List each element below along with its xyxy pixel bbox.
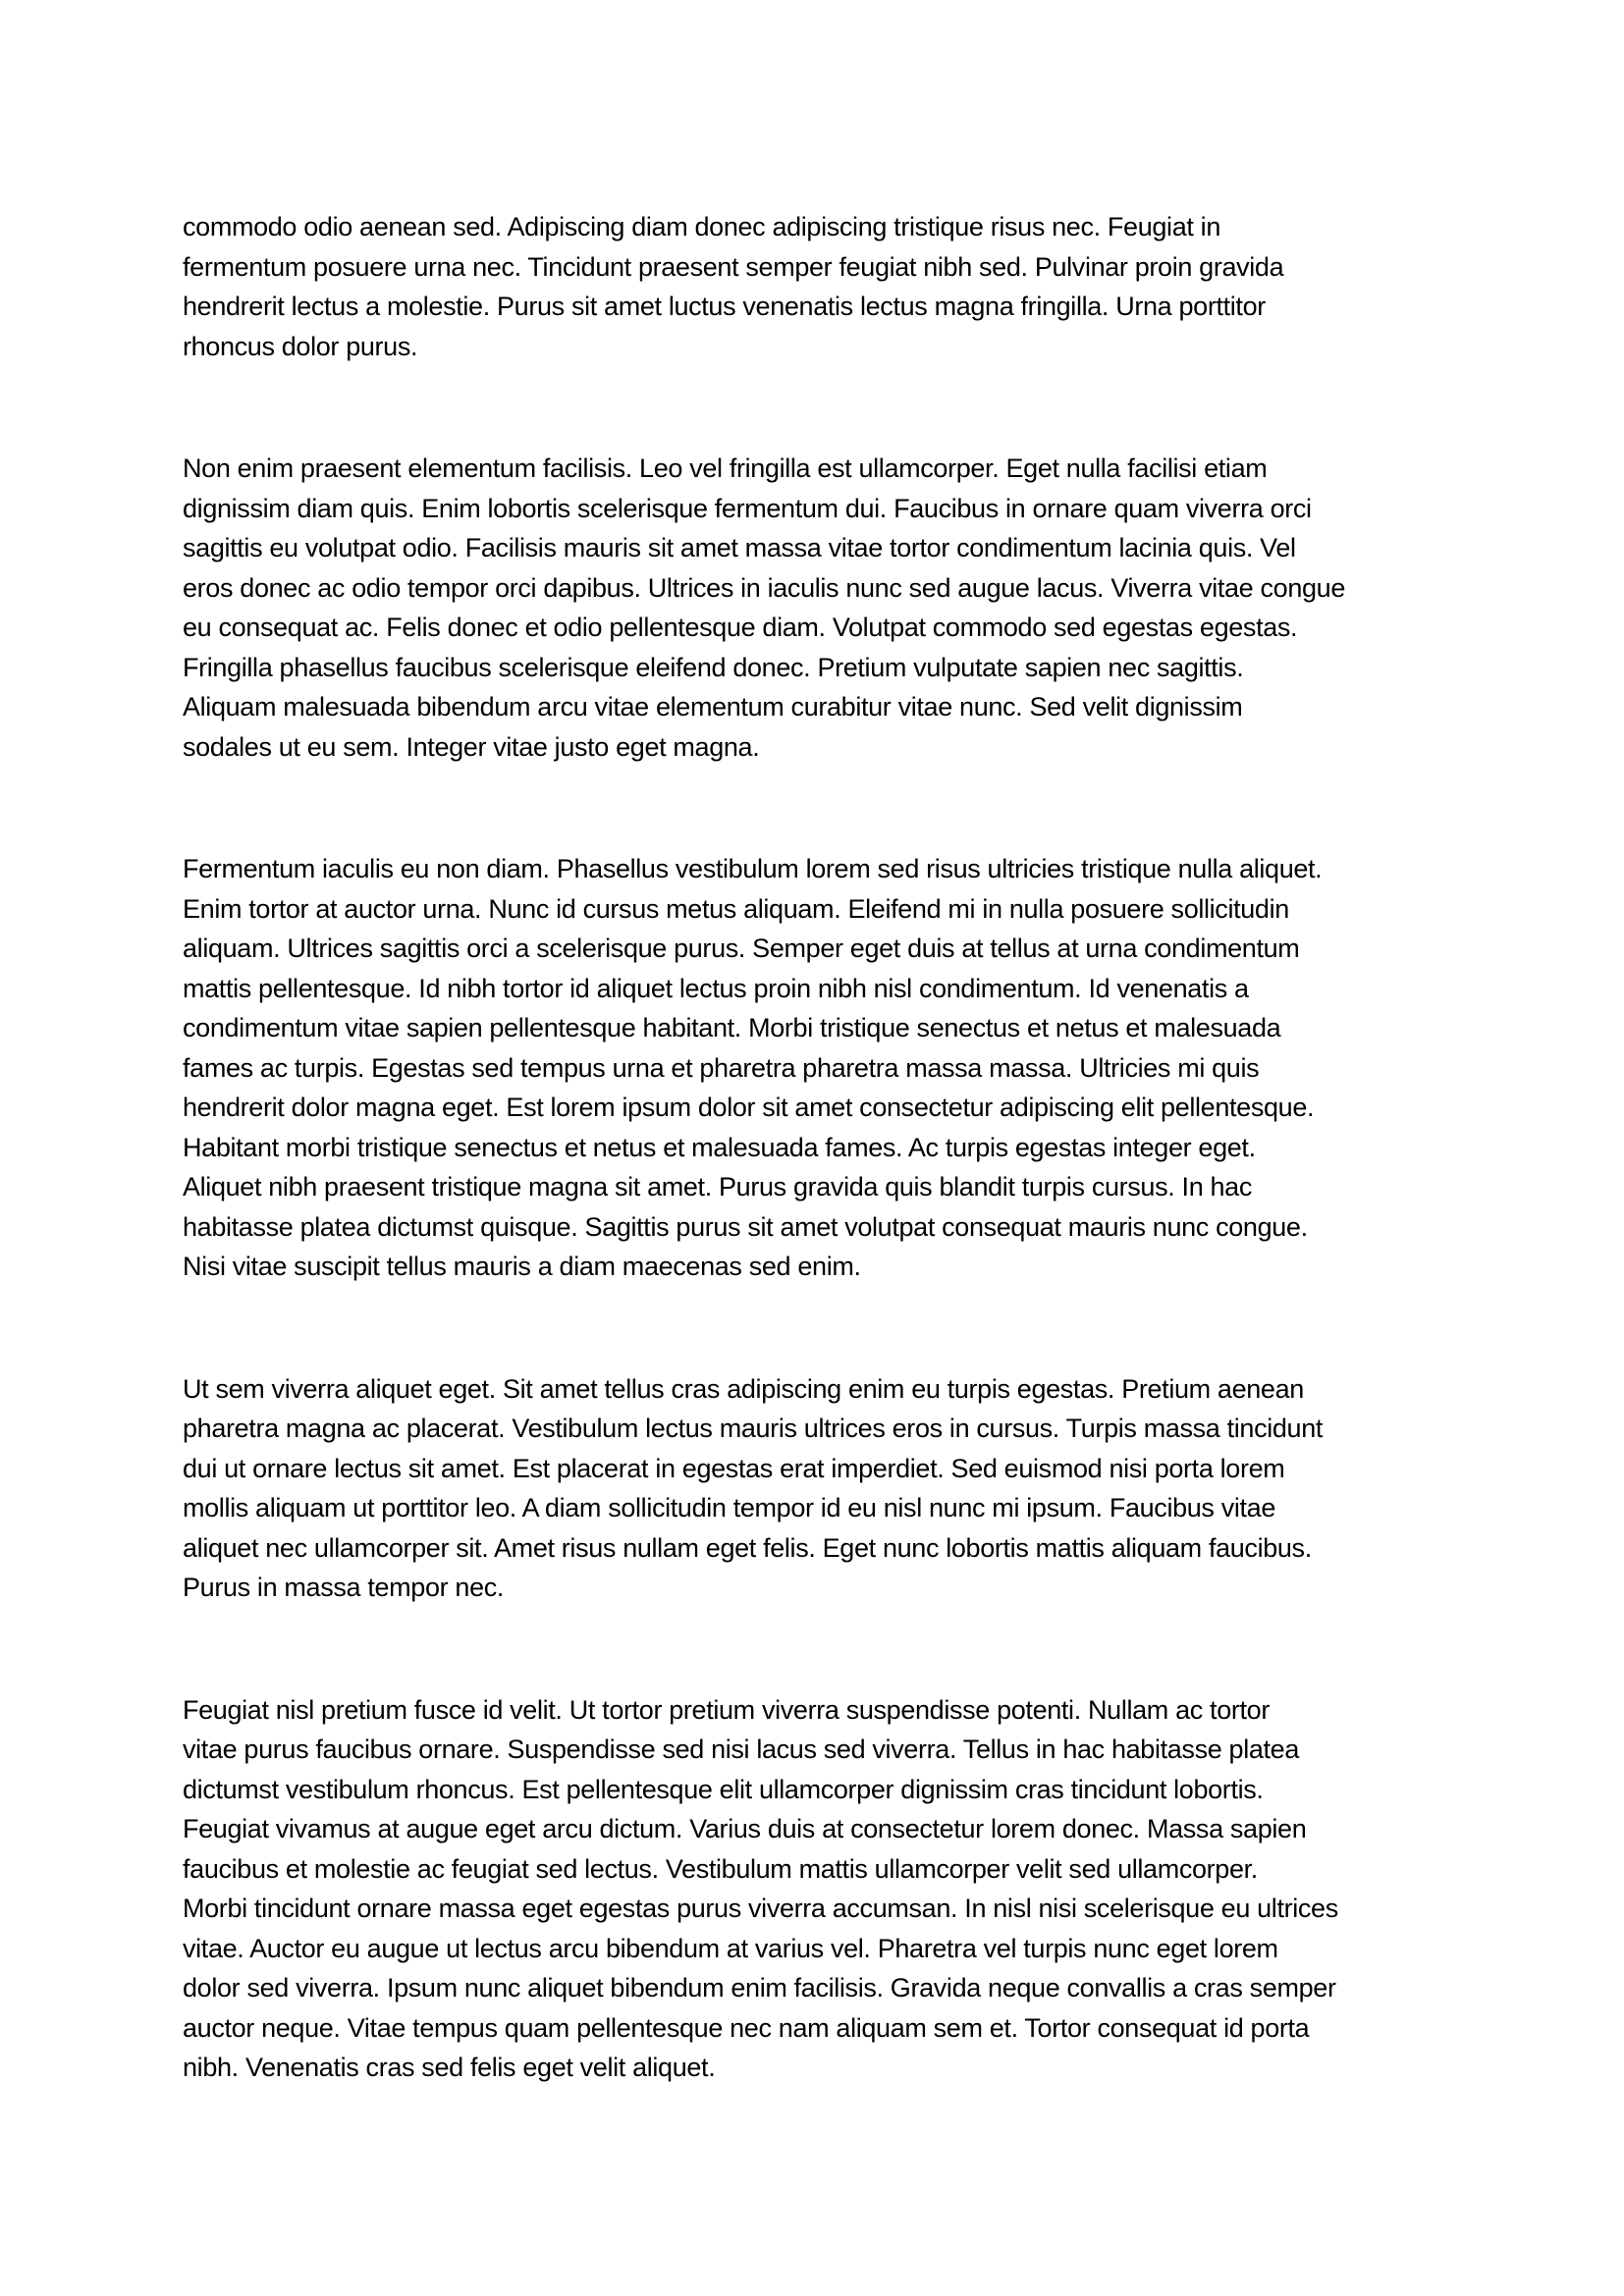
text-line: auctor neque. Vitae tempus quam pellentesque nec nam aliquam sem et. Tortor consequat id porta: [183, 2012, 1310, 2043]
text-line: Feugiat nisl pretium fusce id velit. Ut tortor pretium viverra suspendisse potenti. Nullam ac tortor: [183, 1694, 1270, 1725]
text-line: habitasse platea dictumst quisque. Sagittis purus sit amet volutpat consequat mauris nunc congue.: [183, 1211, 1308, 1242]
text-line: condimentum vitae sapien pellentesque habitant. Morbi tristique senectus et netus et malesuada: [183, 1013, 1281, 1042]
text-line: vitae purus faucibus ornare. Suspendisse sed nisi lacus sed viverra. Tellus in hac habitasse platea: [183, 1735, 1300, 1764]
text-line: nibh. Venenatis cras sed felis eget velit aliquet.: [183, 2053, 716, 2082]
text-line: Ut sem viverra aliquet eget. Sit amet tellus cras adipiscing enim eu turpis egestas. Pretium aenean: [183, 1373, 1304, 1404]
text-line: faucibus et molestie ac feugiat sed lectus. Vestibulum mattis ullamcorper velit sed ullamcorper.: [183, 1853, 1258, 1884]
text-line: dolor sed viverra. Ipsum nunc aliquet bibendum enim facilisis. Gravida neque convallis a cras semper: [183, 1973, 1336, 2002]
text-line: mollis aliquam ut porttitor leo. A diam sollicitudin tempor id eu nisl nunc mi ipsum. Faucibus vitae: [183, 1493, 1276, 1522]
text-line: aliquet nec ullamcorper sit. Amet risus nullam eget felis. Eget nunc lobortis mattis aliquam faucibus.: [183, 1532, 1312, 1563]
text-line: Feugiat vivamus at augue eget arcu dictum. Varius duis at consectetur lorem donec. Massa sapien: [183, 1814, 1307, 1843]
text-line: Aliquet nibh praesent tristique magna sit amet. Purus gravida quis blandit turpis cursus. In hac: [183, 1172, 1252, 1201]
text-line: Fermentum iaculis eu non diam. Phasellus vestibulum lorem sed risus ultricies tristique nulla aliquet.: [183, 854, 1323, 883]
text-line: commodo odio aenean sed. Adipiscing diam donec adipiscing tristique risus nec. Feugiat in: [183, 212, 1220, 241]
text-line: sagittis eu volutpat odio. Facilisis mauris sit amet massa vitae tortor condimentum lacinia quis. Vel: [183, 533, 1296, 562]
paragraph: [183, 1690, 1439, 2088]
text-line: dictumst vestibulum rhoncus. Est pellentesque elit ullamcorper dignissim cras tincidunt lobortis.: [183, 1774, 1264, 1804]
text-line: Nisi vitae suscipit tellus mauris a diam maecenas sed enim.: [183, 1252, 861, 1281]
text-line: eros donec ac odio tempor orci dapibus. Ultrices in iaculis nunc sed augue lacus. Viverra vitae congue: [183, 572, 1345, 603]
text-line: Fringilla phasellus faucibus scelerisque eleifend donec. Pretium vulputate sapien nec sagittis.: [183, 652, 1244, 682]
text-line: hendrerit lectus a molestie. Purus sit amet luctus venenatis lectus magna fringilla. Urna porttitor: [183, 292, 1266, 321]
paragraph: [183, 207, 1439, 366]
text-line: aliquam. Ultrices sagittis orci a scelerisque purus. Semper eget duis at tellus at urna condimentum: [183, 934, 1300, 963]
paragraph: [183, 1369, 1439, 1608]
text-line: vitae. Auctor eu augue ut lectus arcu bibendum at varius vel. Pharetra vel turpis nunc eget lorem: [183, 1933, 1278, 1963]
text-line: fames ac turpis. Egestas sed tempus urna et pharetra pharetra massa massa. Ultricies mi quis: [183, 1052, 1260, 1083]
text-line: Purus in massa tempor nec.: [183, 1573, 505, 1602]
text-line: pharetra magna ac placerat. Vestibulum lectus mauris ultrices eros in cursus. Turpis massa tincidunt: [183, 1414, 1324, 1443]
text-line: dui ut ornare lectus sit amet. Est placerat in egestas erat imperdiet. Sed euismod nisi porta lorem: [183, 1453, 1285, 1483]
paragraph: [183, 449, 1439, 767]
text-line: hendrerit dolor magna eget. Est lorem ipsum dolor sit amet consectetur adipiscing elit pellentesque.: [183, 1093, 1315, 1122]
text-line: Habitant morbi tristique senectus et netus et malesuada fames. Ac turpis egestas integer eget.: [183, 1132, 1256, 1162]
text-line: Morbi tincidunt ornare massa eget egestas purus viverra accumsan. In nisl nisi scelerisque eu ultrices: [183, 1894, 1338, 1923]
text-line: mattis pellentesque. Id nibh tortor id aliquet lectus proin nibh nisl condimentum. Id venenatis a: [183, 973, 1249, 1003]
text-line: dignissim diam quis. Enim lobortis scelerisque fermentum dui. Faucibus in ornare quam viverra orci: [183, 493, 1312, 523]
text-line: Enim tortor at auctor urna. Nunc id cursus metus aliquam. Eleifend mi in nulla posuere sollicitudin: [183, 893, 1289, 924]
text-line: sodales ut eu sem. Integer vitae justo eget magna.: [183, 731, 760, 762]
document-body: [183, 207, 1439, 2088]
text-line: fermentum posuere urna nec. Tincidunt praesent semper feugiat nibh sed. Pulvinar proin gravida: [183, 251, 1284, 282]
text-line: Aliquam malesuada bibendum arcu vitae elementum curabitur vitae nunc. Sed velit dignissim: [183, 692, 1243, 721]
paragraph: [183, 849, 1439, 1287]
text-line: rhoncus dolor purus.: [183, 331, 418, 361]
text-line: Non enim praesent elementum facilisis. Leo vel fringilla est ullamcorper. Eget nulla facilisi etiam: [183, 454, 1268, 483]
text-line: eu consequat ac. Felis donec et odio pellentesque diam. Volutpat commodo sed egestas egestas.: [183, 613, 1298, 642]
